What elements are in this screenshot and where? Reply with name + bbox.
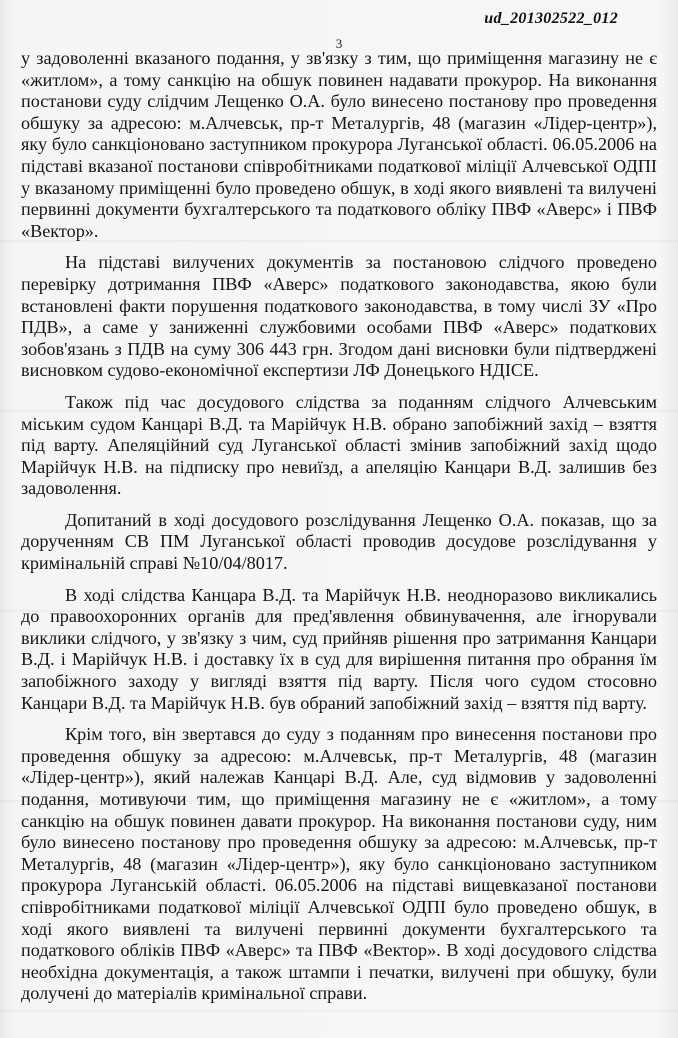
paragraph: В ході слідства Канцара В.Д. та Марійчук Н.В. неодноразово викликались до правоохоронних органів для пред'явлення обвинувачення, але ігнорували виклики слідчого, у зв'язку з чим, суд прийняв рішення про затримання Канцари В.Д. і Марійчук Н.В. і доставку їх в суд для вирішення питання про обрання їм запобіжного заходу у вигляді взяття під варту. Після чого судом стосовно Канцари В.Д. та Марійчук Н.В. був обраний запобіжний захід – взяття під варту. (21, 584, 657, 713)
paragraph: у задоволенні вказаного подання, у зв'язку з тим, що приміщення магазину не є «житлом», а тому санкцію на обшук повинен надавати прокурор. На виконання постанови суду слідчим Лещенко О.А. було винесено постанову про проведення обшуку за адресою: м.Алчевськ, пр-т Металургів, 48 (магазин «Лідер-центр»), яку було санкціоновано заступником прокурора Луганської області. 06.05.2006 на підставі вказаної постанови співробітниками податкової міліції Алчевської ОДПІ у вказаному приміщенні було проведено обшук, в ході якого виявлені та вилучені первинні документи бухгалтерського та податкового обліку ПВФ «Аверс» і ПВФ «Вектор». (21, 48, 657, 241)
paragraph: Також під час досудового слідства за поданням слідчого Алчевським міським судом Канцарі В.Д. та Марійчук Н.В. обрано запобіжний захід – взяття під варту. Апеляційний суд Луганської області змінив запобіжний захід щодо Марійчук Н.В. на підписку про невиїзд, а апеляцію Канцари В.Д. залишив без задоволення. (21, 391, 657, 499)
paragraph: Допитаний в ході досудового розслідування Лещенко О.А. показав, що за дорученням СВ ПМ Луганської області проводив досудове розслідування у кримінальній справі №10/04/8017. (21, 509, 657, 574)
bleed-through-line (0, 1010, 678, 1012)
page-number: 3 (335, 36, 343, 51)
document-body (21, 48, 657, 1005)
document-id: ud_201302522_012 (484, 10, 618, 27)
paragraph: Крім того, він звертався до суду з поданням про винесення постанови про проведення обшуку за адресою: м.Алчевськ, пр-т Металургів, 48 (магазин «Лідер-центр»), який належав Канцарі В.Д. Але, суд відмовив у задоволенні подання, мотивуючи тим, що приміщення магазину не є «житлом», а тому санкцію на обшук повинен давати прокурор. На виконання постанови суду, ним було винесено постанову про проведення обшуку за адресою: м.Алчевськ, пр-т Металургів, 48 (магазин «Лідер-центр»), яку було санкціоновано заступником прокурора Луганській області. 06.05.2006 на підставі вищевказаної постанови співробітниками податкової міліції Алчевської ОДПІ було проведено обшук, в ході якого виявлені та вилучені первинні документи бухгалтерського та податкового обліків ПВФ «Аверс» та ПВФ «Вектор». В ході досудового слідства необхідна документація, а також штампи і печатки, вилучені при обшуку, були долучені до матеріалів кримінальної справи. (21, 724, 657, 1004)
paragraph: На підставі вилучених документів за постановою слідчого проведено перевірку дотримання ПВФ «Аверс» податкового законодавства, якою були встановлені факти порушення податкового законодавства, в тому числі ЗУ «Про ПДВ», а саме у заниженні службовими особами ПВФ «Аверс» податкових зобов'язань з ПДВ на суму 306 443 грн. Згодом дані висновки були підтверджені висновком судово-економічної експертизи ЛФ Донецького НДІСЕ. (21, 252, 657, 381)
